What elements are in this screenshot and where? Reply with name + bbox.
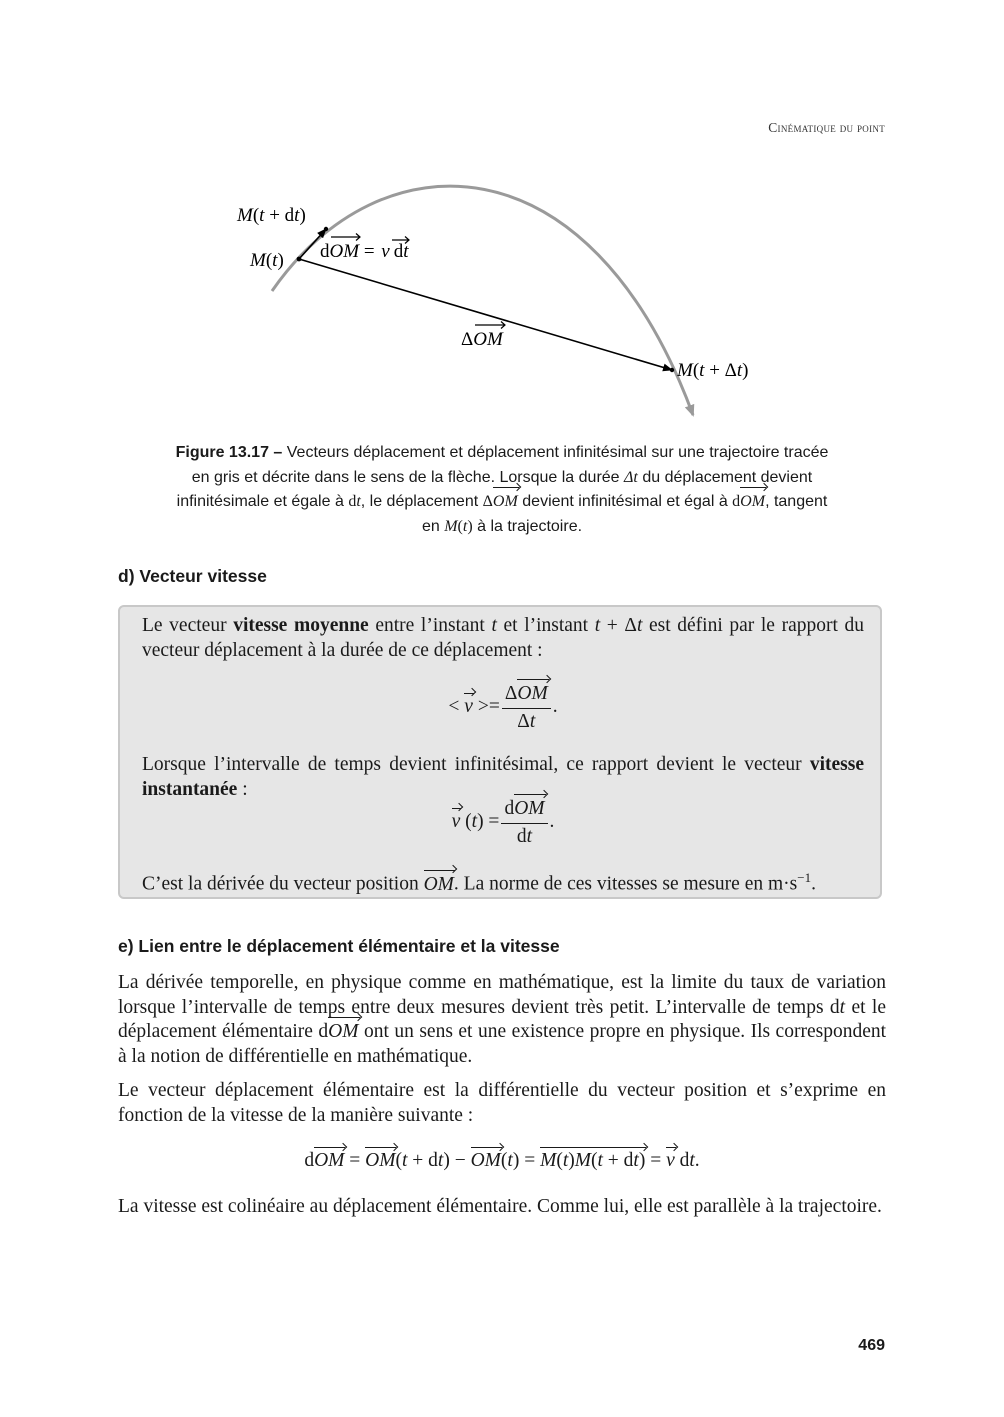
caption-text-4: devient infinitésimal et égal à bbox=[522, 493, 728, 510]
running-head: Cinématique du point bbox=[768, 120, 885, 135]
caption-label: Figure 13.17 – bbox=[175, 444, 283, 461]
point-m-t-delta bbox=[670, 368, 674, 372]
page-number: 469 bbox=[858, 1337, 885, 1354]
label-delta-om bbox=[461, 322, 505, 351]
box-paragraph-2: Lorsque l’intervalle de temps devient infinitésimal, ce rapport devient le vecteur vitesse instantanée : bbox=[142, 754, 865, 800]
caption-text-2: du déplacement devient infinitésimale et égale à bbox=[176, 468, 813, 510]
section-e-paragraph-3: La vitesse est colinéaire au déplacement élémentaire. Comme lui, elle est parallèle à la trajectoire. bbox=[118, 1196, 882, 1217]
mean-velocity-equation: < v >= $\frac{\text{ΔOM}}{\Delta t}$ . bbox=[448, 683, 558, 732]
section-d-title: d) Vecteur vitesse bbox=[118, 566, 267, 586]
displacement-equation: dOM = OM(t + dt) − OM(t) = M(t)M(t + dt) = v dt. bbox=[304, 1150, 700, 1171]
label-dom bbox=[320, 234, 409, 263]
trajectory-figure bbox=[230, 165, 790, 425]
caption-text-3: , le déplacement bbox=[360, 493, 479, 510]
svg-text:dOM = vdt: dOM = v dt bbox=[320, 241, 409, 262]
section-e-title: e) Lien entre le déplacement élémentaire et la vitesse bbox=[118, 936, 560, 956]
caption-text-1: Vecteurs déplacement et déplacement infinitésimal sur une trajectoire tracée en gris et décrite dans le sens de la flèche. Lorsque la durée bbox=[191, 444, 829, 486]
caption-text-6: à la trajectoire. bbox=[477, 517, 583, 535]
point-m-t bbox=[297, 257, 302, 262]
section-e-paragraph-1: La dérivée temporelle, en physique comme en mathématique, est la limite du taux de variation lorsque l’intervalle de temps entre deux mesures devient très petit. L’intervalle de temps dt et le déplacement élémentaire dOM ont un sens et une existence propre en physique. Ils correspondent à la notion de différentielle en mathématique. bbox=[118, 972, 887, 1067]
instant-velocity-equation: v (t) = $\frac{\text{dOM}}{dt}$ . bbox=[451, 798, 555, 847]
box-paragraph-3: C’est la dérivée du vecteur position OM. La norme de ces vitesses se mesure en $m\cdot s^{-1}$. bbox=[142, 866, 864, 897]
caption-text-5: , tangent en bbox=[421, 493, 828, 535]
point-m-t-dt bbox=[324, 227, 328, 231]
section-e-paragraph-2: Le vecteur déplacement élémentaire est la différentielle du vecteur position et s’exprime en fonction de la vitesse de la manière suivante : bbox=[118, 1080, 886, 1126]
trajectory-curve bbox=[272, 186, 693, 415]
svg-text:ΔOM: ΔOM bbox=[461, 329, 503, 350]
label-m-t-delta: M(t + Δt) bbox=[677, 360, 749, 381]
label-m-t-dt: M(t + dt) bbox=[237, 205, 306, 226]
box-paragraph-1: Le vecteur vitesse moyenne entre l’instant t et l’instant t + Δt est défini par le rapport du vecteur déplacement à la durée de ce déplacement : bbox=[142, 615, 865, 661]
figure-caption: Figure 13.17 – Vecteurs déplacement et déplacement infinitésimal sur une trajectoire tracée en gris et décrite dans le sens de la flèche. Lorsque la durée Δt du déplacement devient infinitésimale et égale à dt, le déplacement ΔOM devient infinitésimal et égal à dOM, tangent en M(t) à la trajectoire. bbox=[175, 444, 829, 535]
label-m-t: M(t) bbox=[250, 250, 284, 271]
